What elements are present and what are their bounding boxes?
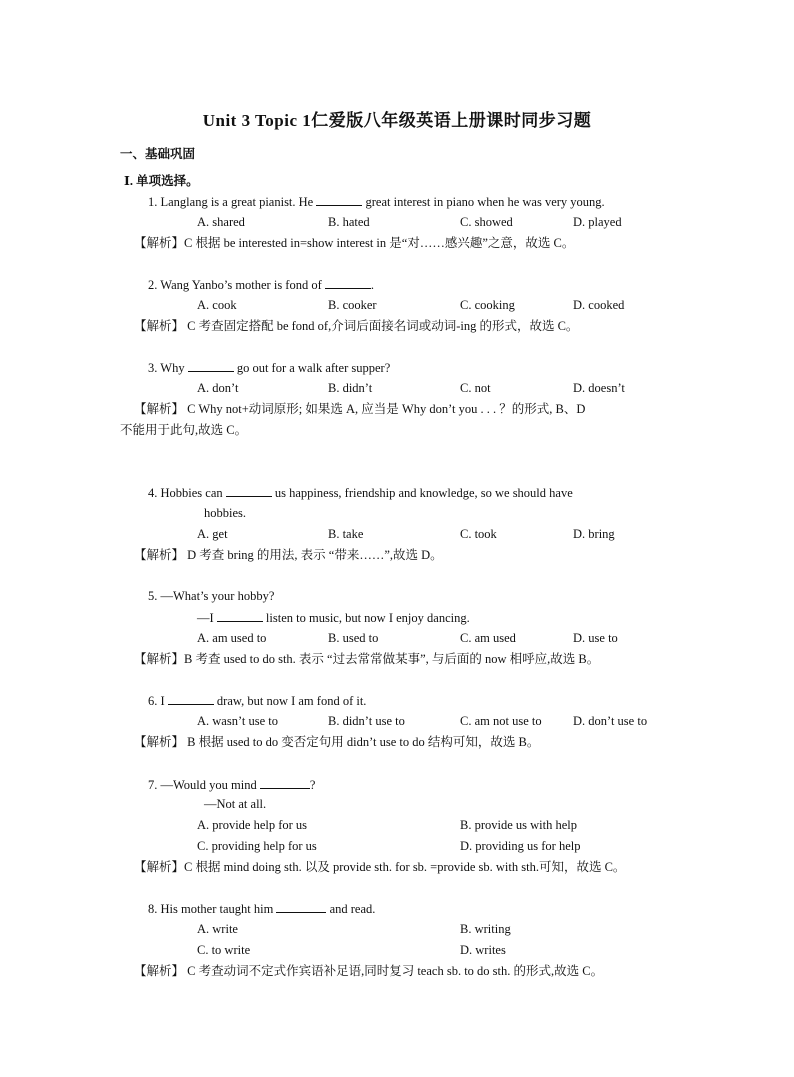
question-1-option-d: D. played (573, 215, 622, 229)
question-5-explanation: 【解析】B 考查 used to do sth. 表示 “过去常常做某事”, 与后面的 now 相呼应,故选 B。 (134, 652, 600, 666)
answer-blank (260, 776, 310, 789)
question-5-stem-response: —I listen to music, but now I enjoy dancing. (197, 611, 470, 625)
question-5-stem: 5. —What’s your hobby? (148, 589, 275, 603)
question-3-explanation: 【解析】 C Why not+动词原形; 如果选 A, 应当是 Why don’t you . . . ？的形式, B、D (134, 402, 586, 416)
question-7-option-b: B. provide us with help (460, 818, 578, 832)
question-3-option-b: B. didn’t (328, 381, 373, 395)
question-3-option-d: D. doesn’t (573, 381, 625, 395)
question-7-stem: 7. —Would you mind ? (148, 778, 316, 792)
question-2-option-a: A. cook (197, 298, 237, 312)
question-1-explanation: 【解析】C 根据 be interested in=show interest in 是“对……感兴趣”之意，故选 C。 (134, 236, 575, 250)
question-8-option-a: A. write (197, 922, 238, 936)
answer-blank (217, 609, 263, 622)
question-4-option-a: A. get (197, 527, 228, 541)
answer-blank (276, 900, 326, 913)
question-4-option-c: C. took (460, 527, 497, 541)
question-6-option-b: B. didn’t use to (328, 714, 405, 728)
question-6-stem: 6. I draw, but now I am fond of it. (148, 694, 367, 708)
question-7-stem-response: —Not at all. (204, 797, 267, 811)
question-6-option-a: A. wasn’t use to (197, 714, 279, 728)
question-4-option-d: D. bring (573, 527, 615, 541)
question-5-option-a: A. am used to (197, 631, 267, 645)
question-1-option-b: B. hated (328, 215, 370, 229)
question-7-option-a: A. provide help for us (197, 818, 308, 832)
section-heading: 一、基础巩固 (120, 147, 196, 161)
answer-blank (325, 276, 371, 289)
question-8-option-b: B. writing (460, 922, 511, 936)
answer-blank (168, 692, 214, 705)
answer-blank (316, 193, 362, 206)
question-7-explanation: 【解析】C 根据 mind doing sth. 以及 provide sth. for sb. =provide sb. with sth.可知，故选 C。 (134, 860, 626, 874)
question-6-explanation: 【解析】 B 根据 used to do 变否定句用 didn’t use to do 结构可知，故选 B。 (134, 735, 540, 749)
question-3-option-c: C. not (460, 381, 491, 395)
question-4-stem: 4. Hobbies can us happiness, friendship and knowledge, so we should have (148, 486, 573, 500)
answer-blank (226, 484, 272, 497)
question-1-option-c: C. showed (460, 215, 513, 229)
question-8-option-c: C. to write (197, 943, 251, 957)
question-5-option-b: B. used to (328, 631, 379, 645)
question-2-option-d: D. cooked (573, 298, 625, 312)
question-7-option-c: C. providing help for us (197, 839, 317, 853)
answer-blank (188, 359, 234, 372)
question-6-option-c: C. am not use to (460, 714, 542, 728)
question-2-option-b: B. cooker (328, 298, 377, 312)
question-4-stem-cont: hobbies. (204, 506, 247, 520)
page-title: Unit 3 Topic 1仁爱版八年级英语上册课时同步习题 (202, 111, 592, 130)
question-1-option-a: A. shared (197, 215, 245, 229)
question-2-option-c: C. cooking (460, 298, 515, 312)
question-1-stem: 1. Langlang is a great pianist. He great interest in piano when he was very young. (148, 195, 605, 209)
question-3-explanation-cont: 不能用于此句,故选 C。 (120, 423, 248, 437)
question-5-option-c: C. am used (460, 631, 516, 645)
question-8-stem: 8. His mother taught him and read. (148, 902, 376, 916)
question-2-explanation: 【解析】 C 考查固定搭配 be fond of,介词后面接名词或动词-ing 的形式，故选 C。 (134, 319, 579, 333)
question-8-option-d: D. writes (460, 943, 506, 957)
question-6-option-d: D. don’t use to (573, 714, 648, 728)
question-4-option-b: B. take (328, 527, 364, 541)
question-8-explanation: 【解析】 C 考查动词不定式作宾语补足语,同时复习 teach sb. to do sth. 的形式,故选 C。 (134, 964, 604, 978)
question-3-stem: 3. Why go out for a walk after supper? (148, 361, 391, 375)
question-4-explanation: 【解析】 D 考查 bring 的用法, 表示 “带来……”,故选 D。 (134, 548, 443, 562)
question-2-stem: 2. Wang Yanbo’s mother is fond of . (148, 278, 375, 292)
part-heading: Ⅰ. 单项选择。 (124, 174, 199, 188)
question-3-option-a: A. don’t (197, 381, 239, 395)
question-7-option-d: D. providing us for help (460, 839, 581, 853)
question-5-option-d: D. use to (573, 631, 618, 645)
